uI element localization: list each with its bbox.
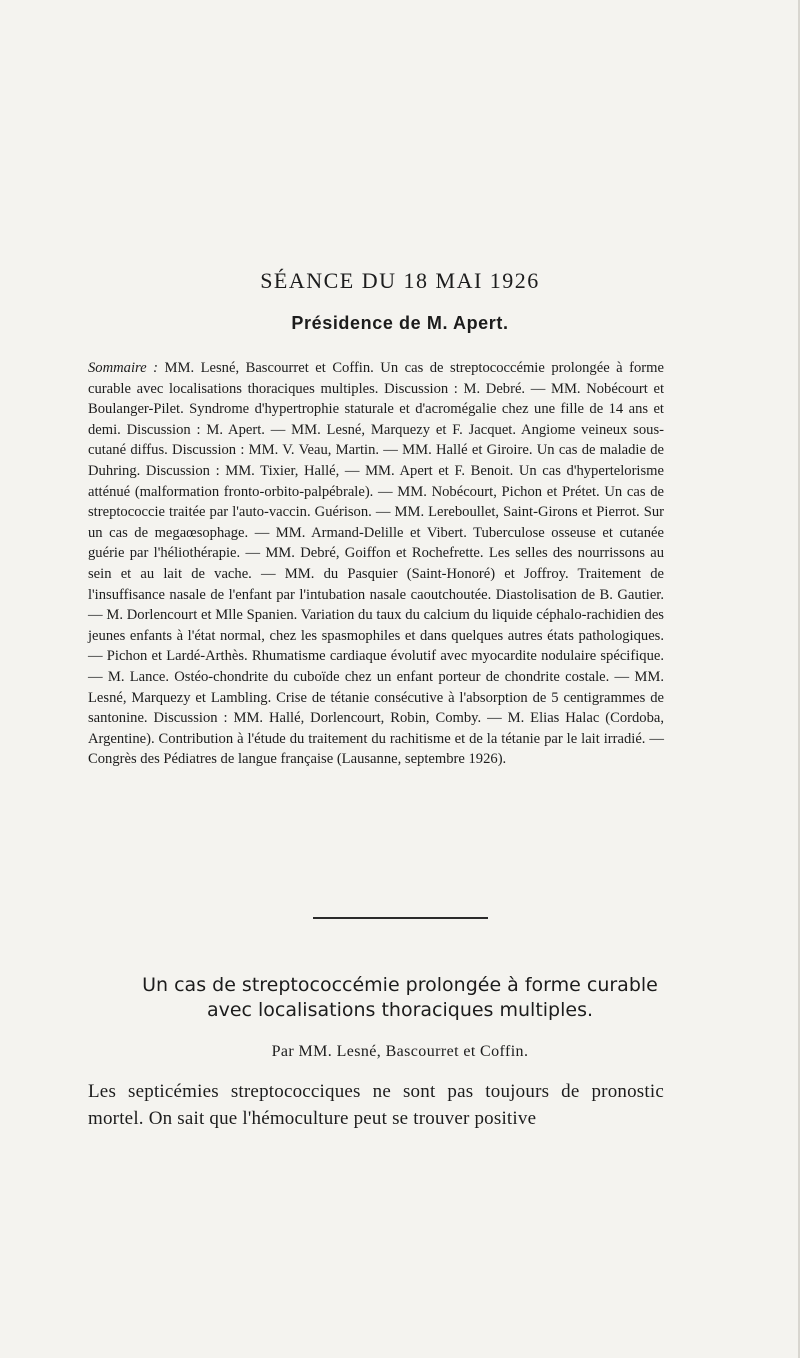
- article-body: Les septicémies streptococciques ne sont pas toujours de pronostic mortel. On sait que l'hémoculture peut se trouver positive: [88, 1081, 664, 1129]
- section-divider: [313, 917, 488, 919]
- summary-paragraph: [88, 358, 664, 770]
- article-byline: Par MM. Lesné, Bascourret et Coffin.: [271, 1043, 529, 1060]
- summary-label: Sommaire :: [88, 360, 158, 376]
- article-title-line-2: avec localisations thoraciques multiples.: [206, 999, 594, 1021]
- seance-title: SÉANCE DU 18 MAI 1926: [260, 268, 540, 293]
- article-title-line-1: Un cas de streptococcémie prolongée à forme curable: [142, 974, 658, 996]
- presidence-line: Présidence de M. Apert.: [291, 313, 509, 333]
- article-title: [70, 973, 730, 1023]
- summary-text: MM. Lesné, Bascourret et Coffin. Un cas de streptococcémie prolongée à forme curable avec localisations thoraciques multiples. Discussion : M. Debré. — MM. Nobécourt et Boulanger-Pilet. Syndrome d'hypertrophie staturale et d'acromégalie chez une fille de 14 ans et demi. Discussion : M. Apert. — MM. Lesné, Marquezy et F. Jacquet. Angiome veineux sous-cutané diffus. Discussion : MM. V. Veau, Martin. — MM. Hallé et Giroire. Un cas de maladie de Duhring. Discussion : MM. Tixier, Hallé, — MM. Apert et F. Benoit. Un cas d'hypertelorisme atténué (malformation fronto-orbito-palpébrale). — MM. Nobécourt, Pichon et Prétet. Un cas de streptococcie traitée par l'auto-vaccin. Guérison. — MM. Lereboullet, Saint-Girons et Pierrot. Sur un cas de megaœsophage. — MM. Armand-Delille et Vibert. Tuberculose osseuse et cutanée guérie par l'héliothérapie. — MM. Debré, Goiffon et Rochefrette. Les selles des nourrissons au sein et au lait de vache. — MM. du Pasquier (Saint-Honoré) et Joffroy. Traitement de l'insuffisance nasale de l'enfant par l'intubation nasale caoutchoutée. Diastolisation de B. Gautier. — M. Dorlencourt et Mlle Spanien. Variation du taux du calcium du liquide céphalo-rachidien des jeunes enfants à l'état normal, chez les spasmophiles et dans quelques autres états pathologiques. — Pichon et Lardé-Arthès. Rhumatisme cardiaque évolutif avec myocardite nodulaire spécifique. — M. Lance. Ostéo-chondrite du cuboïde chez un enfant porteur de chondrite costale. — MM. Lesné, Marquezy et Lambling. Crise de tétanie consécutive à l'absorption de 5 centigrammes de santonine. Discussion : MM. Hallé, Dorlencourt, Robin, Comby. — M. Elias Halac (Cordoba, Argentine). Contribution à l'étude du traitement du rachitisme et de la tétanie par le lait irradié. — Congrès des Pédiatres de langue française (Lausanne, septembre 1926).: [88, 360, 664, 768]
